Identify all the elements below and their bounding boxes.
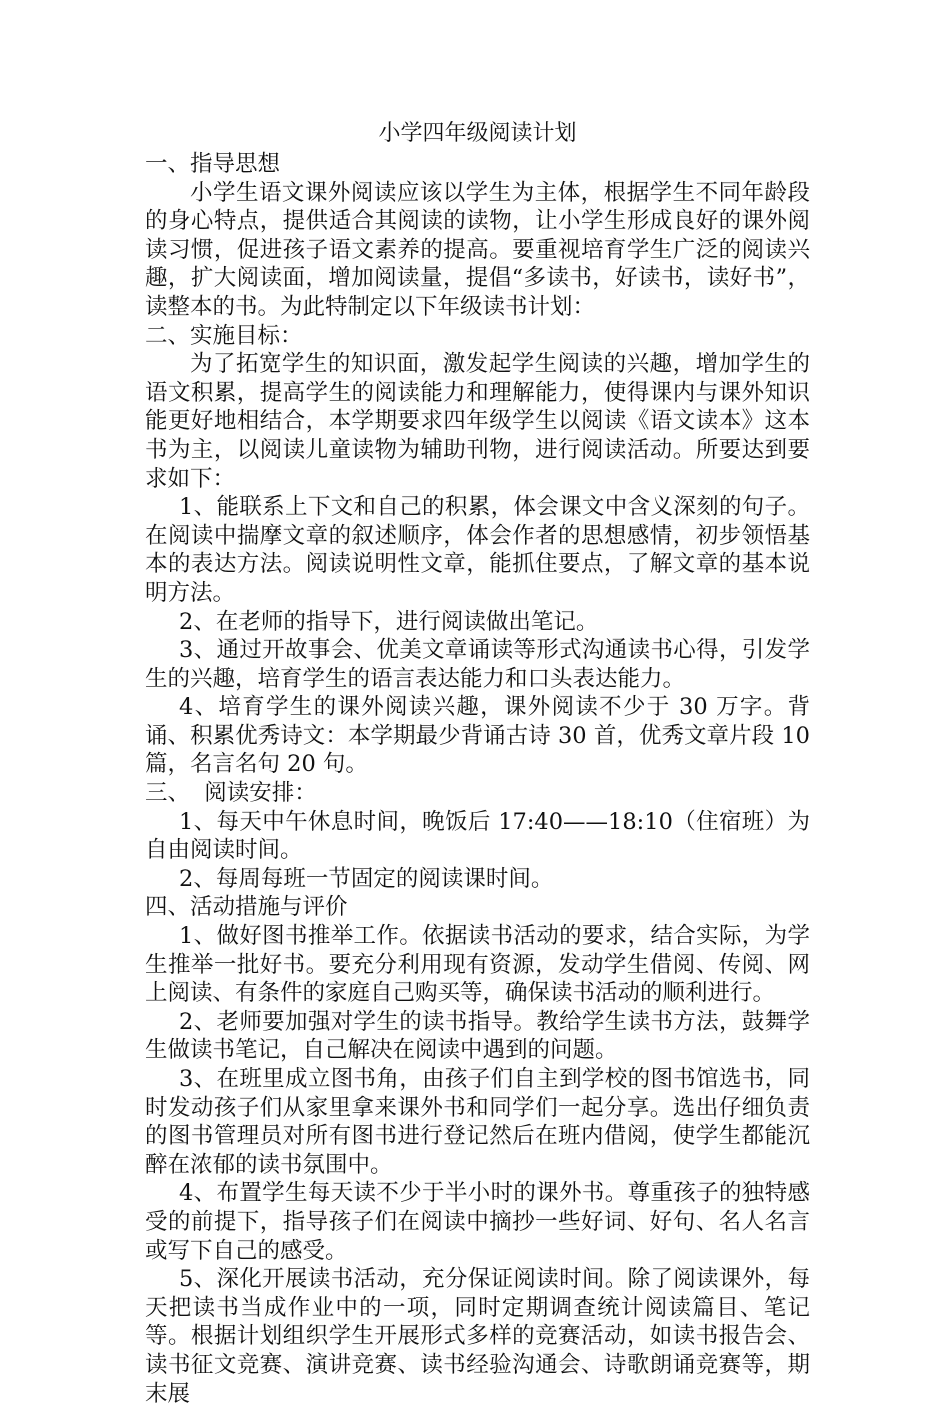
paragraph: 为了拓宽学生的知识面，激发起学生阅读的兴趣，增加学生的语文积累，提高学生的阅读能力和理解能力，使得课内与课外知识能更好地相结合，本学期要求四年级学生以阅读《语文读本》这本书为主，以阅读儿童读物为辅助刊物，进行阅读活动。所要达到要求如下： bbox=[145, 351, 810, 492]
list-item: 5、深化开展读书活动，充分保证阅读时间。除了阅读课外，每天把读书当成作业中的一项，同时定期调查统计阅读篇目、笔记等。根据计划组织学生开展形式多样的竞赛活动，如读书报告会、读书征文竞赛、演讲竞赛、读书经验沟通会、诗歌朗诵竞赛等，期末展 bbox=[145, 1266, 810, 1407]
list-item: 2、老师要加强对学生的读书指导。教给学生读书方法，鼓舞学生做读书笔记，自己解决在阅读中遇到的问题。 bbox=[145, 1008, 810, 1064]
list-item: 2、在老师的指导下，进行阅读做出笔记。 bbox=[179, 608, 599, 635]
list-item: 3、通过开故事会、优美文章诵读等形式沟通读书心得，引发学生的兴趣，培育学生的语言表达能力和口头表达能力。 bbox=[145, 637, 810, 692]
section-heading-measures: 四、活动措施与评价 bbox=[145, 894, 348, 921]
list-item: 1、每天中午休息时间，晚饭后 17:40——18:10（住宿班）为自由阅读时间。 bbox=[145, 808, 810, 864]
section-heading-guiding-thought: 一、指导思想 bbox=[145, 151, 281, 177]
list-item: 2、每周每班一节固定的阅读课时间。 bbox=[179, 865, 554, 892]
list-item: 3、在班里成立图书角，由孩子们自主到学校的图书馆选书，同时发动孩子们从家里拿来课外书和同学们一起分享。选出仔细负责的图书管理员对所有图书进行登记然后在班内借阅，使学生都能沉醉在浓郁的读书氛围中。 bbox=[145, 1066, 810, 1178]
section-heading-schedule: 三、 阅读安排： bbox=[145, 780, 317, 807]
document-title: 小学四年级阅读计划 bbox=[378, 121, 577, 146]
list-item: 1、能联系上下文和自己的积累，体会课文中含义深刻的句子。在阅读中揣摩文章的叙述顺序，体会作者的思想感情，初步领悟基本的表达方法。阅读说明性文章，能抓住要点，了解文章的基本说明方法。 bbox=[145, 494, 810, 606]
document-page bbox=[145, 118, 810, 1408]
list-item: 4、培育学生的课外阅读兴趣，课外阅读不少于 30 万字。背诵、积累优秀诗文：本学期最少背诵古诗 30 首，优秀文章片段 10 篇，名言名句 20 句。 bbox=[145, 694, 810, 778]
list-item: 4、布置学生每天读不少于半小时的课外书。尊重孩子的独特感受的前提下，指导孩子们在阅读中摘抄一些好词、好句、名人名言或写下自己的感受。 bbox=[145, 1180, 810, 1264]
paragraph: 小学生语文课外阅读应该以学生为主体，根据学生不同年龄段的身心特点，提供适合其阅读的读物，让小学生形成良好的课外阅读习惯，促进孩子语文素养的提高。要重视培育学生广泛的阅读兴趣，扩大阅读面，增加阅读量，提倡“多读书，好读书，读好书”，读整本的书。为此特制定以下年级读书计划： bbox=[145, 179, 810, 320]
list-item: 1、做好图书推举工作。依据读书活动的要求，结合实际，为学生推举一批好书。要充分利用现有资源，发动学生借阅、传阅、网上阅读、有条件的家庭自己购买等，确保读书活动的顺利进行。 bbox=[145, 923, 810, 1007]
section-heading-goals: 二、实施目标： bbox=[145, 322, 303, 349]
